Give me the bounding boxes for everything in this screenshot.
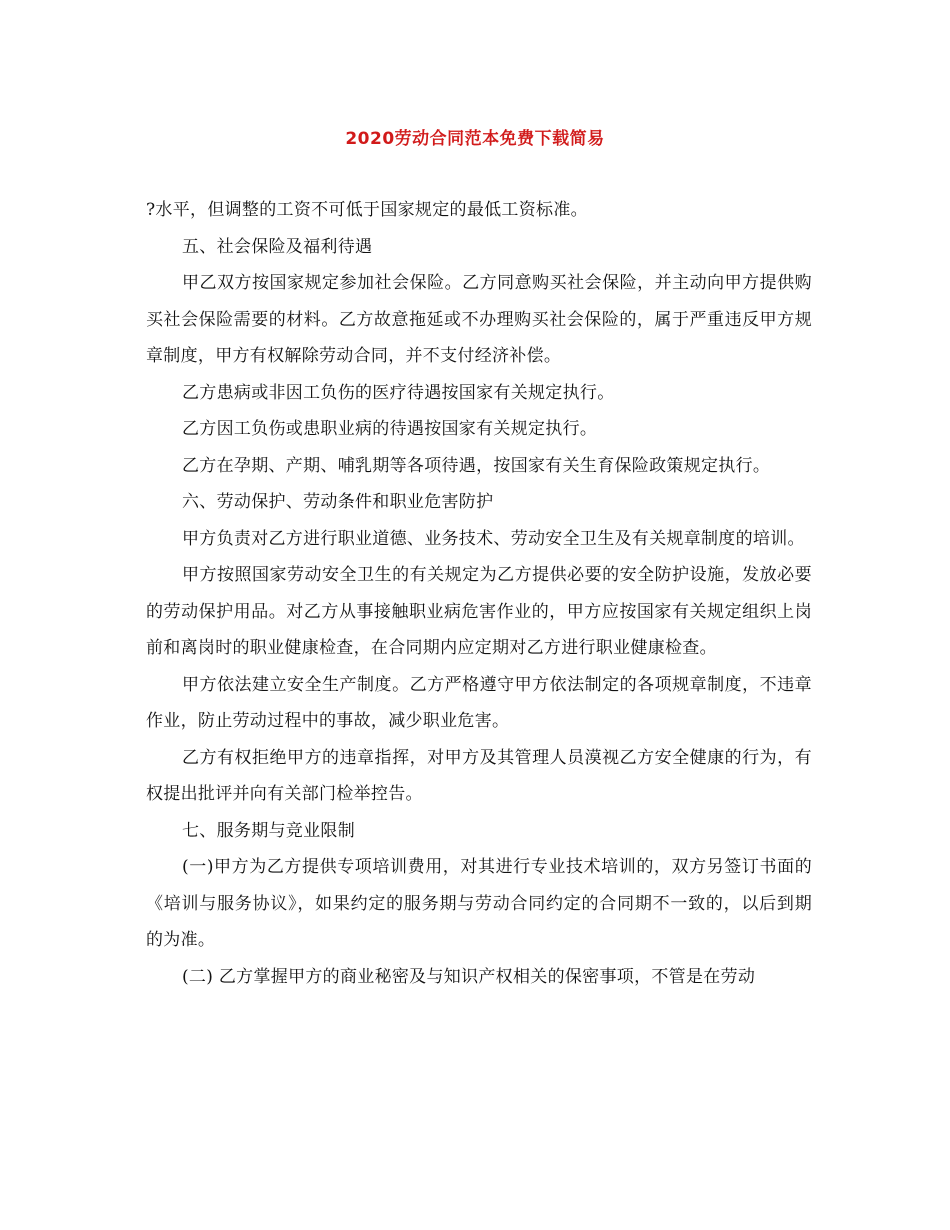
section-heading-service-period: 七、服务期与竞业限制 xyxy=(182,820,355,841)
paragraph-training: 甲方负责对乙方进行职业道德、业务技术、劳动安全卫生及有关规章制度的培训。 xyxy=(182,528,805,549)
paragraph-wage-continuation: ?水平，但调整的工资不可低于国家规定的最低工资标准。 xyxy=(146,200,588,220)
section-heading-labor-protection: 六、劳动保护、劳动条件和职业危害防护 xyxy=(182,492,494,512)
paragraph-social-insurance: 甲乙双方按国家规定参加社会保险。乙方同意购买社会保险，并主动向甲方提供购买社会保险需要的材料。乙方故意拖延或不办理购买社会保险的，属于严重违反甲方规章制度，甲方有权解除劳动合同，并不支付经济补偿。 xyxy=(146,273,812,366)
paragraph-trade-secrets: (二) 乙方掌握甲方的商业秘密及与知识产权相关的保密事项，不管是在劳动 xyxy=(182,966,756,987)
paragraph-work-injury: 乙方因工负伤或患职业病的待遇按国家有关规定执行。 xyxy=(182,419,598,439)
paragraph-illness-treatment: 乙方患病或非因工负伤的医疗待遇按国家有关规定执行。 xyxy=(182,382,615,403)
document-title: 2020劳动合同范本免费下载简易 xyxy=(345,129,605,149)
paragraph-right-to-refuse: 乙方有权拒绝甲方的违章指挥，对甲方及其管理人员漠视乙方安全健康的行为，有权提出批评并向有关部门检举控告。 xyxy=(146,747,812,804)
section-heading-social-insurance: 五、社会保险及福利待遇 xyxy=(182,236,373,257)
paragraph-training-agreement: (一)甲方为乙方提供专项培训费用，对其进行专业技术培训的，双方另签订书面的《培训与服务协议》，如果约定的服务期与劳动合同约定的合同期不一致的，以后到期的为准。 xyxy=(146,857,812,950)
paragraph-safety-facilities: 甲方按照国家劳动安全卫生的有关规定为乙方提供必要的安全防护设施，发放必要的劳动保护用品。对乙方从事接触职业病危害作业的，甲方应按国家有关规定组织上岗前和离岗时的职业健康检查，在合同期内应定期对乙方进行职业健康检查。 xyxy=(146,565,812,658)
document-body xyxy=(146,192,812,995)
paragraph-maternity: 乙方在孕期、产期、哺乳期等各项待遇，按国家有关生育保险政策规定执行。 xyxy=(182,455,771,476)
paragraph-safety-system: 甲方依法建立安全生产制度。乙方严格遵守甲方依法制定的各项规章制度，不违章作业，防止劳动过程中的事故，减少职业危害。 xyxy=(146,674,812,731)
